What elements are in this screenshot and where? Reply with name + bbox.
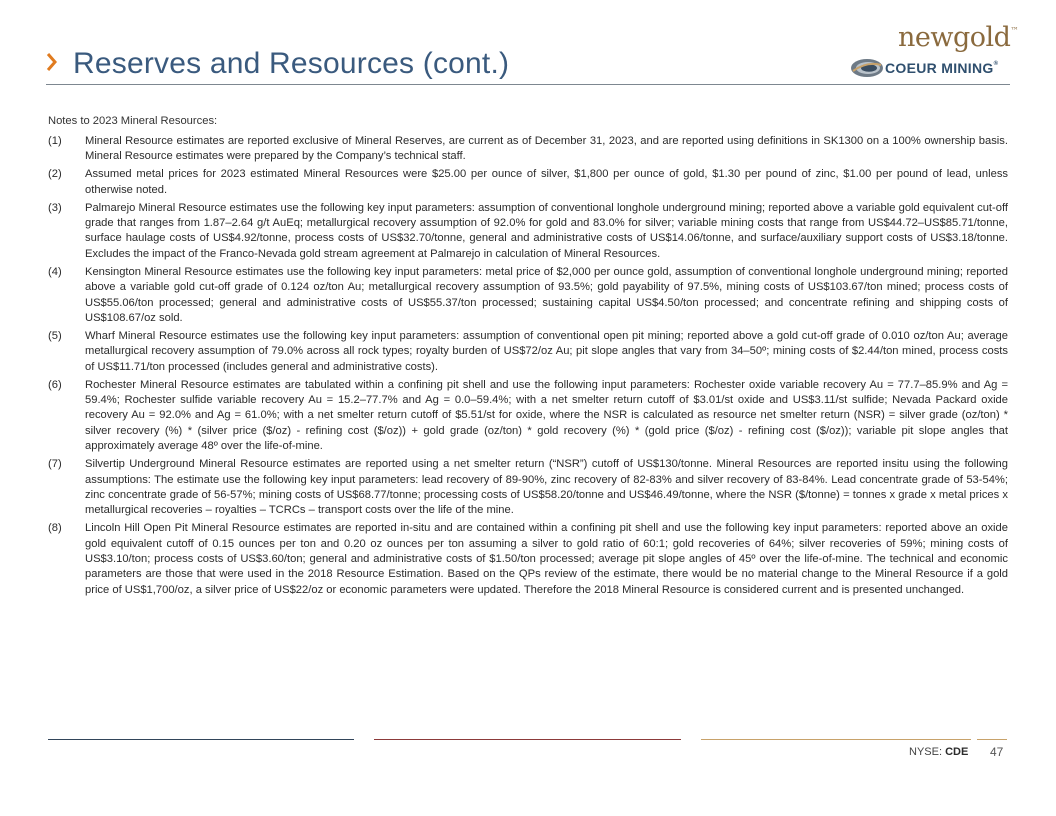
note-number: (4) <box>48 265 62 278</box>
note-text: Kensington Mineral Resource estimates use the following key input parameters: metal price of $2,000 per ounce gold, assumption of conventional longhole underground mining; reported above a variable gold cut-off grade of 0.124 oz/ton Au; metallurgical recovery assumption of 93.5%; gold payability of 97.5%, mining costs of US$103.67/ton mined; process costs of US$55.06/ton processed; general and administrative costs of US$55.37/ton processed; sustaining capital US$4.50/ton processed; and concentrate refining and shipping costs of US$108.67/oz sold. <box>85 265 1008 324</box>
note-text: Wharf Mineral Resource estimates use the following key input parameters: assumption of conventional open pit mining; reported above a gold cut-off grade of 0.010 oz/ton Au; average metallurgical recovery assumption of 79.0% across all rock types; royalty burden of US$72/oz Au; pit slope angles that vary from 34–50º; mining costs of $2.44/ton mined, process costs of US$11.71/ton processed (includes general and administrative costs). <box>85 329 1008 373</box>
note-text: Rochester Mineral Resource estimates are tabulated within a confining pit shell and use the following input parameters: Rochester oxide variable recovery Au = 77.7–85.9% and Ag = 59.4%; Rochester sulfide variable recovery Au = 15.2–77.7% and Ag = 0.0–59.4%; with a net smelter return cutoff of $3.01/st oxide and US$3.11/st sulfide; Nevada Packard oxide recovery Au = 92.0% and Ag = 61.0%; with a net smelter return cutoff of $5.51/st for oxide, where the NSR is calculated as resource net smelter return (NSR) = silver grade (oz/ton) * silver recovery (%) * (silver price ($/oz) - refining cost ($/oz)) + gold grade (oz/ton) * gold recovery (%) * (gold price ($/oz) - refining cost ($/oz)); variable pit slope angles that approximately average 48º over the life-of-mine. <box>85 378 1008 453</box>
note-number: (5) <box>48 329 62 342</box>
note-item <box>48 521 1008 598</box>
note-item <box>48 378 1008 455</box>
title-divider <box>46 84 1010 85</box>
footer-exchange: NYSE: <box>909 746 943 758</box>
coeur-logo-name: COEUR MINING <box>885 60 994 76</box>
note-number: (7) <box>48 458 62 471</box>
note-number: (6) <box>48 378 62 391</box>
footer-ticker-symbol: CDE <box>945 746 969 758</box>
newgold-trademark: ™ <box>1010 26 1018 35</box>
note-text: Silvertip Underground Mineral Resource estimates are reported using a net smelter return (“NSR”) cutoff of US$130/tonne. Mineral Resources are reported insitu using the following assumptions: The estimate use the following key input parameters: lead recovery of 89-90%, zinc recovery of 82-83% and silver recovery of 83-84%. Lead concentrate grade of 53-54%; zinc concentrate grade of 56-57%; mining costs of US$68.77/tonne; processing costs of US$58.20/tonne and US$46.49/tonne, where the NSR ($/tonne) = tonnes x grade x metal prices x metallurgical recoveries – royalties – TCRCs – transport costs over the life of the mine. <box>85 458 1008 517</box>
note-item <box>48 329 1008 375</box>
note-item <box>48 134 1008 165</box>
footer-rule-gold <box>701 739 971 740</box>
note-number: (2) <box>48 168 62 181</box>
note-number: (3) <box>48 201 62 214</box>
note-text: Mineral Resource estimates are reported exclusive of Mineral Reserves, are current as of December 31, 2023, and are reported using definitions in SK1300 on a 100% ownership basis. Mineral Resource estimates were prepared by the Company’s technical staff. <box>85 135 1008 163</box>
chevron-right-icon <box>46 52 58 72</box>
notes-list <box>48 134 1008 601</box>
note-item <box>48 167 1008 198</box>
coeur-mining-logo <box>850 56 1020 80</box>
newgold-logo <box>898 22 1018 53</box>
footer-rule-red <box>374 739 681 740</box>
footer-ticker <box>909 746 968 758</box>
coeur-logo-text <box>885 60 998 76</box>
newgold-logo-text: newgold <box>898 22 1011 53</box>
footer-rule-gold-short <box>977 739 1007 740</box>
note-item <box>48 265 1008 327</box>
page-number: 47 <box>990 745 1004 759</box>
coeur-registered-mark: ® <box>993 61 999 68</box>
coeur-emblem-icon <box>850 56 884 80</box>
note-text: Lincoln Hill Open Pit Mineral Resource estimates are reported in-situ and are contained within a confining pit shell and use the following key input parameters: reported above an oxide gold equivalent cutoff of 0.15 ounces per ton and 0.20 oz ounces per ton assuming a silver to gold ratio of 60:1; gold recoveries of 64%; silver recoveries of 59%; mining costs of US$3.10/ton; process costs of US$3.60/ton; general and administrative costs of $1.50/ton processed; average pit slope angles of 45º over the life-of-mine. The technical and economic parameters are those that were used in the 2018 Resource Estimation. Based on the QPs review of the estimate, there would be no material change to the Mineral Resource if a gold price of US$1,700/oz, a silver price of US$22/oz or economic parameters were updated. Therefore the 2018 Mineral Resource is considered current and is presented unchanged. <box>85 522 1008 596</box>
note-text: Assumed metal prices for 2023 estimated Mineral Resources were $25.00 per ounce of silver, $1,800 per ounce of gold, $1.30 per pound of zinc, $1.00 per pound of lead, unless otherwise noted. <box>85 168 1008 196</box>
note-item <box>48 201 1008 263</box>
note-number: (1) <box>48 135 62 147</box>
note-number: (8) <box>48 522 62 535</box>
page-title: Reserves and Resources (cont.) <box>73 47 510 80</box>
note-text: Palmarejo Mineral Resource estimates use the following key input parameters: assumption of conventional longhole underground mining; reported above a variable gold equivalent cut-off grade that ranges from 1.87–2.64 g/t AuEq; metallurgical recovery assumption of 92.0% for gold and 83.0% for silver; variable mining costs that range from US$44.72–US$85.71/tonne, surface haulage costs of US$4.92/tonne, process costs of US$32.70/tonne, general and administrative costs of US$14.06/tonne, and surface/auxiliary support costs of US$3.18/tonne. Excludes the impact of the Franco-Nevada gold stream agreement at Palmarejo in calculation of Mineral Resources. <box>85 201 1008 260</box>
notes-heading: Notes to 2023 Mineral Resources: <box>48 115 218 127</box>
footer-rule-navy <box>48 739 354 740</box>
note-item <box>48 457 1008 519</box>
